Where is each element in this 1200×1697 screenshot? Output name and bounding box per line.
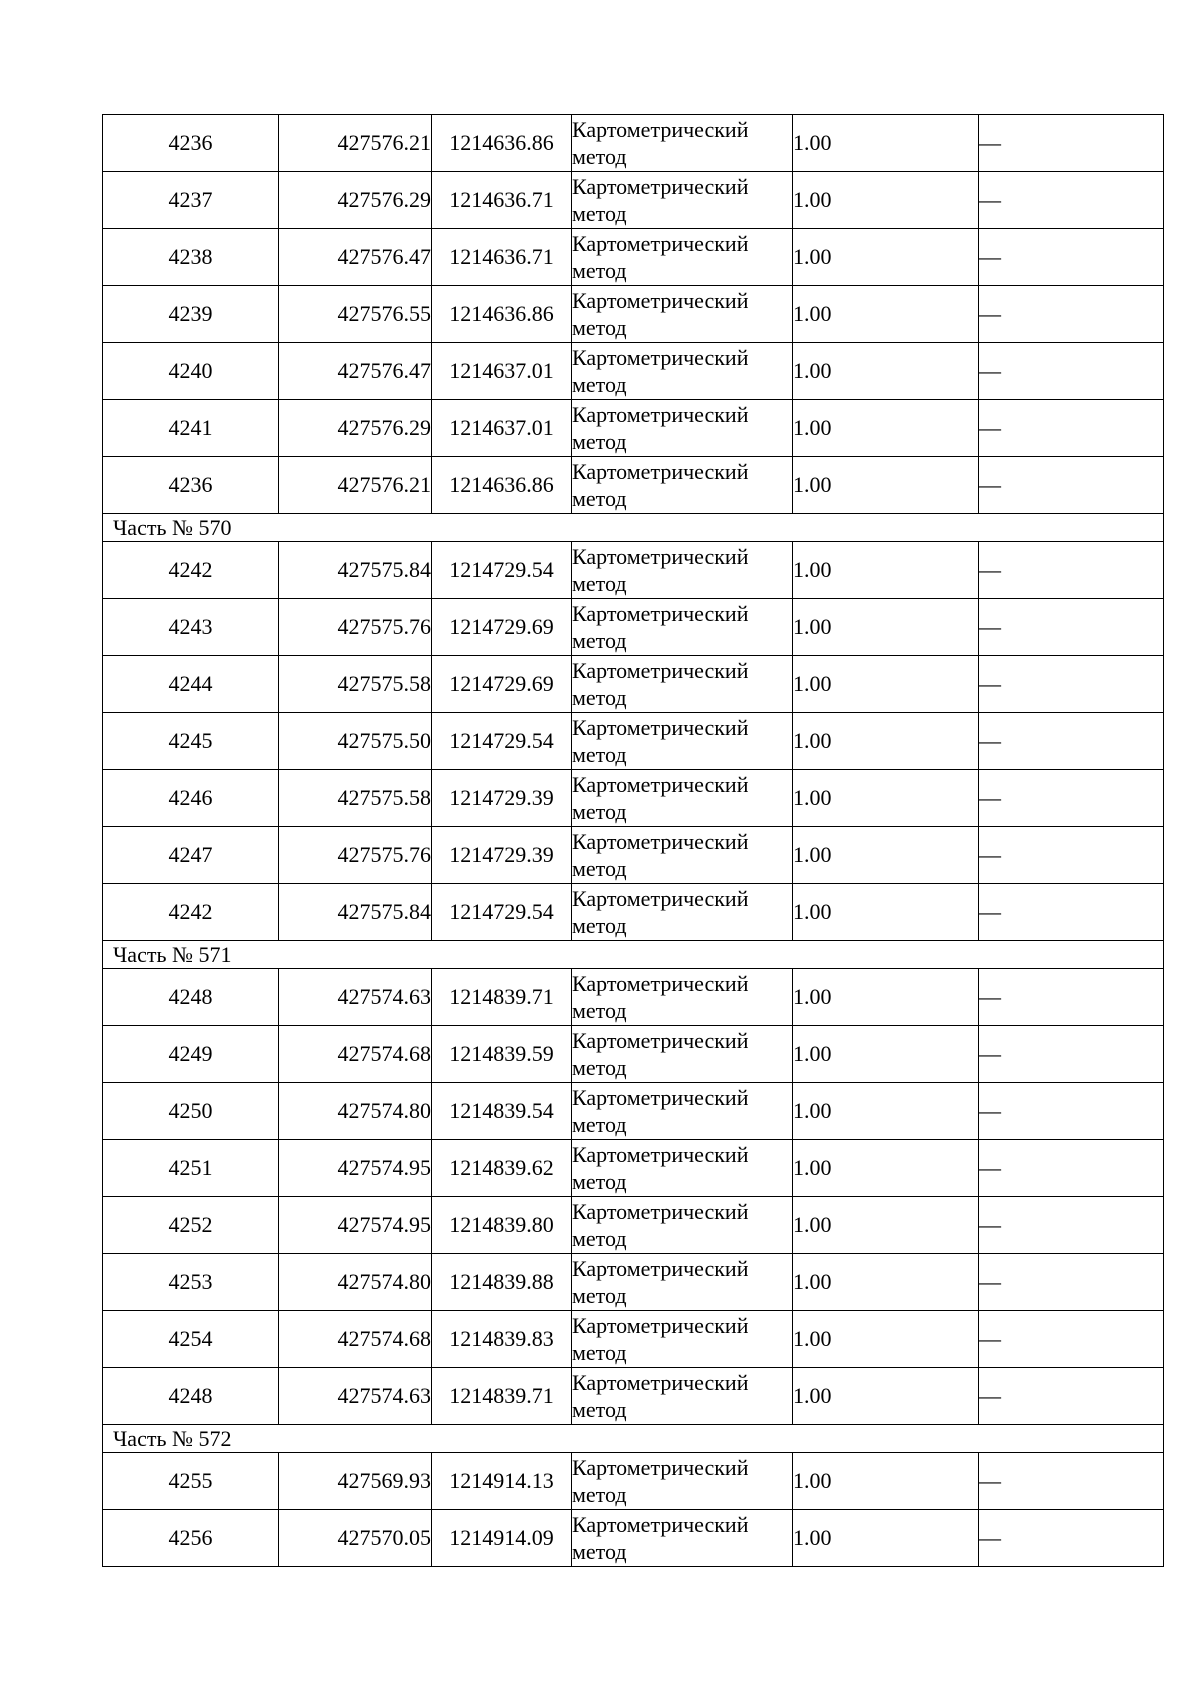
x-coordinate-cell: 427575.58	[279, 656, 432, 713]
accuracy-cell: 1.00	[793, 1197, 979, 1254]
method-cell	[572, 400, 793, 457]
table-row	[103, 1311, 1164, 1368]
method-line: Картометрический	[572, 715, 749, 740]
x-coordinate-cell: 427574.95	[279, 1140, 432, 1197]
method-cell	[572, 770, 793, 827]
method-line: Картометрический	[572, 1256, 749, 1281]
y-coordinate-cell: 1214839.71	[432, 1368, 572, 1425]
x-coordinate-cell: 427574.63	[279, 1368, 432, 1425]
x-coordinate-cell: 427574.68	[279, 1311, 432, 1368]
accuracy-cell: 1.00	[793, 1311, 979, 1368]
point-number-cell: 4250	[103, 1083, 279, 1140]
method-line: Картометрический	[572, 402, 749, 427]
point-number-cell: 4242	[103, 542, 279, 599]
point-number-cell: 4236	[103, 115, 279, 172]
method-line: метод	[572, 628, 627, 653]
y-coordinate-cell: 1214839.59	[432, 1026, 572, 1083]
method-cell	[572, 457, 793, 514]
table-row	[103, 656, 1164, 713]
description-cell: —	[979, 884, 1164, 941]
x-coordinate-cell: 427574.80	[279, 1254, 432, 1311]
accuracy-cell: 1.00	[793, 827, 979, 884]
table-row	[103, 884, 1164, 941]
method-line: метод	[572, 486, 627, 511]
method-line: Картометрический	[572, 231, 749, 256]
description-cell: —	[979, 115, 1164, 172]
accuracy-cell: 1.00	[793, 713, 979, 770]
accuracy-cell: 1.00	[793, 1140, 979, 1197]
method-line: Картометрический	[572, 459, 749, 484]
method-cell	[572, 542, 793, 599]
point-number-cell: 4255	[103, 1453, 279, 1510]
accuracy-cell: 1.00	[793, 969, 979, 1026]
y-coordinate-cell: 1214729.54	[432, 542, 572, 599]
description-cell: —	[979, 172, 1164, 229]
part-header-row	[103, 1425, 1164, 1453]
point-number-cell: 4252	[103, 1197, 279, 1254]
y-coordinate-cell: 1214729.69	[432, 656, 572, 713]
description-cell: —	[979, 827, 1164, 884]
y-coordinate-cell: 1214636.86	[432, 457, 572, 514]
table-row	[103, 229, 1164, 286]
description-cell: —	[979, 713, 1164, 770]
method-cell	[572, 827, 793, 884]
x-coordinate-cell: 427574.63	[279, 969, 432, 1026]
point-number-cell: 4256	[103, 1510, 279, 1567]
y-coordinate-cell: 1214914.13	[432, 1453, 572, 1510]
accuracy-cell: 1.00	[793, 457, 979, 514]
point-number-cell: 4246	[103, 770, 279, 827]
description-cell: —	[979, 457, 1164, 514]
accuracy-cell: 1.00	[793, 1368, 979, 1425]
table-row	[103, 1254, 1164, 1311]
description-cell: —	[979, 1368, 1164, 1425]
y-coordinate-cell: 1214729.39	[432, 770, 572, 827]
table-row	[103, 286, 1164, 343]
method-line: метод	[572, 201, 627, 226]
table-row	[103, 827, 1164, 884]
description-cell: —	[979, 969, 1164, 1026]
method-line: метод	[572, 742, 627, 767]
method-line: метод	[572, 998, 627, 1023]
x-coordinate-cell: 427575.50	[279, 713, 432, 770]
method-line: Картометрический	[572, 1142, 749, 1167]
method-line: метод	[572, 1055, 627, 1080]
point-number-cell: 4251	[103, 1140, 279, 1197]
method-cell	[572, 656, 793, 713]
table-row	[103, 1197, 1164, 1254]
part-title: Часть № 570	[103, 514, 1164, 542]
point-number-cell: 4245	[103, 713, 279, 770]
description-cell: —	[979, 1510, 1164, 1567]
y-coordinate-cell: 1214839.80	[432, 1197, 572, 1254]
method-cell	[572, 1026, 793, 1083]
method-line: метод	[572, 258, 627, 283]
y-coordinate-cell: 1214729.54	[432, 884, 572, 941]
method-cell	[572, 1311, 793, 1368]
description-cell: —	[979, 1254, 1164, 1311]
method-cell	[572, 1368, 793, 1425]
description-cell: —	[979, 599, 1164, 656]
table-row	[103, 400, 1164, 457]
method-line: Картометрический	[572, 1370, 749, 1395]
accuracy-cell: 1.00	[793, 542, 979, 599]
x-coordinate-cell: 427576.47	[279, 229, 432, 286]
point-number-cell: 4236	[103, 457, 279, 514]
table-row	[103, 115, 1164, 172]
x-coordinate-cell: 427575.84	[279, 542, 432, 599]
method-line: метод	[572, 1112, 627, 1137]
coordinates-table	[102, 114, 1164, 1567]
accuracy-cell: 1.00	[793, 656, 979, 713]
table-row	[103, 713, 1164, 770]
method-cell	[572, 599, 793, 656]
method-line: метод	[572, 144, 627, 169]
accuracy-cell: 1.00	[793, 770, 979, 827]
x-coordinate-cell: 427575.84	[279, 884, 432, 941]
point-number-cell: 4238	[103, 229, 279, 286]
method-line: метод	[572, 429, 627, 454]
method-line: Картометрический	[572, 971, 749, 996]
method-cell	[572, 1254, 793, 1311]
x-coordinate-cell: 427574.68	[279, 1026, 432, 1083]
accuracy-cell: 1.00	[793, 343, 979, 400]
x-coordinate-cell: 427574.95	[279, 1197, 432, 1254]
method-cell	[572, 884, 793, 941]
method-line: Картометрический	[572, 1085, 749, 1110]
method-line: метод	[572, 1482, 627, 1507]
y-coordinate-cell: 1214839.71	[432, 969, 572, 1026]
description-cell: —	[979, 1140, 1164, 1197]
method-line: метод	[572, 1340, 627, 1365]
x-coordinate-cell: 427576.29	[279, 400, 432, 457]
point-number-cell: 4253	[103, 1254, 279, 1311]
description-cell: —	[979, 400, 1164, 457]
method-line: Картометрический	[572, 288, 749, 313]
y-coordinate-cell: 1214729.39	[432, 827, 572, 884]
method-line: метод	[572, 1539, 627, 1564]
method-cell	[572, 115, 793, 172]
method-cell	[572, 969, 793, 1026]
y-coordinate-cell: 1214839.54	[432, 1083, 572, 1140]
table-row	[103, 1083, 1164, 1140]
description-cell: —	[979, 229, 1164, 286]
point-number-cell: 4254	[103, 1311, 279, 1368]
y-coordinate-cell: 1214637.01	[432, 400, 572, 457]
method-line: метод	[572, 1169, 627, 1194]
point-number-cell: 4243	[103, 599, 279, 656]
method-line: Картометрический	[572, 1455, 749, 1480]
y-coordinate-cell: 1214729.54	[432, 713, 572, 770]
y-coordinate-cell: 1214839.83	[432, 1311, 572, 1368]
method-cell	[572, 343, 793, 400]
description-cell: —	[979, 1197, 1164, 1254]
y-coordinate-cell: 1214839.88	[432, 1254, 572, 1311]
accuracy-cell: 1.00	[793, 229, 979, 286]
table-row	[103, 1368, 1164, 1425]
part-header-row	[103, 514, 1164, 542]
y-coordinate-cell: 1214914.09	[432, 1510, 572, 1567]
table-row	[103, 172, 1164, 229]
method-line: Картометрический	[572, 658, 749, 683]
y-coordinate-cell: 1214636.86	[432, 115, 572, 172]
x-coordinate-cell: 427570.05	[279, 1510, 432, 1567]
x-coordinate-cell: 427576.21	[279, 115, 432, 172]
method-cell	[572, 1140, 793, 1197]
accuracy-cell: 1.00	[793, 286, 979, 343]
method-cell	[572, 1510, 793, 1567]
part-title: Часть № 572	[103, 1425, 1164, 1453]
method-cell	[572, 286, 793, 343]
point-number-cell: 4247	[103, 827, 279, 884]
method-line: метод	[572, 913, 627, 938]
method-cell	[572, 1197, 793, 1254]
method-cell	[572, 1083, 793, 1140]
table-row	[103, 457, 1164, 514]
accuracy-cell: 1.00	[793, 1510, 979, 1567]
description-cell: —	[979, 286, 1164, 343]
description-cell: —	[979, 656, 1164, 713]
y-coordinate-cell: 1214839.62	[432, 1140, 572, 1197]
table-row	[103, 770, 1164, 827]
method-line: метод	[572, 1397, 627, 1422]
y-coordinate-cell: 1214729.69	[432, 599, 572, 656]
accuracy-cell: 1.00	[793, 599, 979, 656]
description-cell: —	[979, 343, 1164, 400]
point-number-cell: 4249	[103, 1026, 279, 1083]
table-row	[103, 969, 1164, 1026]
method-line: Картометрический	[572, 601, 749, 626]
table-row	[103, 1453, 1164, 1510]
method-line: Картометрический	[572, 174, 749, 199]
x-coordinate-cell: 427576.21	[279, 457, 432, 514]
method-line: Картометрический	[572, 544, 749, 569]
x-coordinate-cell: 427575.76	[279, 599, 432, 656]
method-cell	[572, 713, 793, 770]
accuracy-cell: 1.00	[793, 115, 979, 172]
method-cell	[572, 1453, 793, 1510]
x-coordinate-cell: 427576.47	[279, 343, 432, 400]
x-coordinate-cell: 427576.55	[279, 286, 432, 343]
part-header-row	[103, 941, 1164, 969]
table-row	[103, 599, 1164, 656]
description-cell: —	[979, 770, 1164, 827]
description-cell: —	[979, 1453, 1164, 1510]
point-number-cell: 4242	[103, 884, 279, 941]
x-coordinate-cell: 427574.80	[279, 1083, 432, 1140]
method-line: Картометрический	[572, 1313, 749, 1338]
x-coordinate-cell: 427575.76	[279, 827, 432, 884]
method-cell	[572, 172, 793, 229]
y-coordinate-cell: 1214636.71	[432, 172, 572, 229]
method-line: Картометрический	[572, 829, 749, 854]
x-coordinate-cell: 427569.93	[279, 1453, 432, 1510]
point-number-cell: 4244	[103, 656, 279, 713]
method-line: метод	[572, 571, 627, 596]
accuracy-cell: 1.00	[793, 172, 979, 229]
method-line: Картометрический	[572, 772, 749, 797]
y-coordinate-cell: 1214637.01	[432, 343, 572, 400]
x-coordinate-cell: 427575.58	[279, 770, 432, 827]
description-cell: —	[979, 542, 1164, 599]
point-number-cell: 4237	[103, 172, 279, 229]
accuracy-cell: 1.00	[793, 1453, 979, 1510]
accuracy-cell: 1.00	[793, 1254, 979, 1311]
method-line: Картометрический	[572, 1512, 749, 1537]
description-cell: —	[979, 1311, 1164, 1368]
method-line: Картометрический	[572, 886, 749, 911]
x-coordinate-cell: 427576.29	[279, 172, 432, 229]
method-line: метод	[572, 1283, 627, 1308]
table-row	[103, 1026, 1164, 1083]
point-number-cell: 4240	[103, 343, 279, 400]
method-line: метод	[572, 799, 627, 824]
point-number-cell: 4241	[103, 400, 279, 457]
table-row	[103, 542, 1164, 599]
table-row	[103, 343, 1164, 400]
method-cell	[572, 229, 793, 286]
method-line: метод	[572, 372, 627, 397]
method-line: метод	[572, 1226, 627, 1251]
method-line: Картометрический	[572, 345, 749, 370]
method-line: Картометрический	[572, 117, 749, 142]
method-line: метод	[572, 315, 627, 340]
table-row	[103, 1510, 1164, 1567]
description-cell: —	[979, 1083, 1164, 1140]
accuracy-cell: 1.00	[793, 1083, 979, 1140]
accuracy-cell: 1.00	[793, 400, 979, 457]
method-line: Картометрический	[572, 1199, 749, 1224]
description-cell: —	[979, 1026, 1164, 1083]
method-line: метод	[572, 685, 627, 710]
point-number-cell: 4248	[103, 969, 279, 1026]
point-number-cell: 4239	[103, 286, 279, 343]
method-line: Картометрический	[572, 1028, 749, 1053]
method-line: метод	[572, 856, 627, 881]
point-number-cell: 4248	[103, 1368, 279, 1425]
accuracy-cell: 1.00	[793, 1026, 979, 1083]
y-coordinate-cell: 1214636.86	[432, 286, 572, 343]
accuracy-cell: 1.00	[793, 884, 979, 941]
table-row	[103, 1140, 1164, 1197]
part-title: Часть № 571	[103, 941, 1164, 969]
y-coordinate-cell: 1214636.71	[432, 229, 572, 286]
